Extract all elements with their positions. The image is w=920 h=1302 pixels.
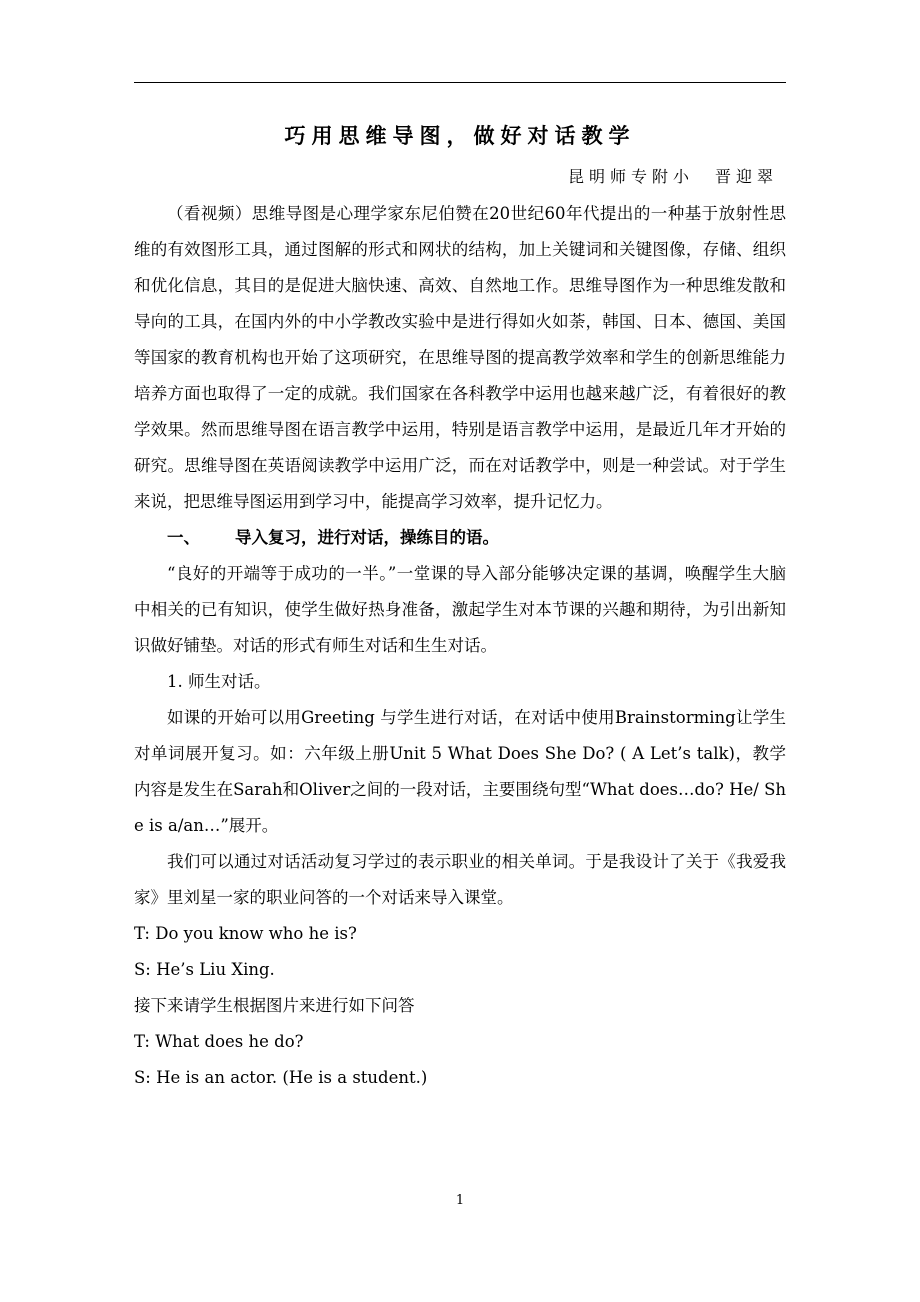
dialogue-line: T: What does he do? <box>134 1032 304 1051</box>
dialogue-line: S: He is an actor. (He is a student.) <box>134 1068 428 1087</box>
dialogue-line: 接下来请学生根据图片来进行如下问答 <box>134 996 415 1015</box>
header-rule <box>134 82 786 83</box>
dialogue-line: S: He’s Liu Xing. <box>134 960 275 979</box>
section-paragraph: 我们可以通过对话活动复习学过的表示职业的相关单词。于是我设计了关于《我爱我家》里刘星一家的职业问答的一个对话来导入课堂。 <box>134 852 786 907</box>
section-heading <box>134 520 786 556</box>
subsection-heading: 1. 师生对话。 <box>167 672 271 691</box>
dialogue-line: T: Do you know who he is? <box>134 924 357 943</box>
document-title: 巧用思维导图，做好对话教学 <box>284 123 636 148</box>
section-title: 导入复习，进行对话，操练目的语。 <box>235 528 499 547</box>
document-body <box>134 196 786 1096</box>
section-paragraph: “良好的开端等于成功的一半。”一堂课的导入部分能够决定课的基调，唤醒学生大脑中相关的已有知识，使学生做好热身准备，激起学生对本节课的兴趣和期待，为引出新知识做好铺垫。对话的形式有师生对话和生生对话。 <box>134 564 786 655</box>
section-number: 一、 <box>167 528 200 547</box>
author-line: 昆明师专附小 晋迎翠 <box>567 167 778 186</box>
section-paragraph: 如课的开始可以用Greeting 与学生进行对话，在对话中使用Brainstorming让学生对单词展开复习。如：六年级上册Unit 5 What Does She Do? ( A Let’s talk)，教学内容是发生在Sarah和Oliver之间的一段对话，主要围绕句型“What does…do? He/ She is a/an…”展开。 <box>134 708 786 835</box>
page-number: 1 <box>455 1193 465 1208</box>
intro-paragraph: （看视频）思维导图是心理学家东尼伯赞在20世纪60年代提出的一种基于放射性思维的有效图形工具，通过图解的形式和网状的结构，加上关键词和关键图像，存储、组织和优化信息，其目的是促进大脑快速、高效、自然地工作。思维导图作为一种思维发散和导向的工具，在国内外的中小学教改实验中是进行得如火如荼，韩国、日本、德国、美国等国家的教育机构也开始了这项研究，在思维导图的提高教学效率和学生的创新思维能力培养方面也取得了一定的成就。我们国家在各科教学中运用也越来越广泛，有着很好的教学效果。然而思维导图在语言教学中运用，特别是语言教学中运用，是最近几年才开始的研究。思维导图在英语阅读教学中运用广泛，而在对话教学中，则是一种尝试。对于学生来说，把思维导图运用到学习中，能提高学习效率，提升记忆力。 <box>134 204 786 511</box>
